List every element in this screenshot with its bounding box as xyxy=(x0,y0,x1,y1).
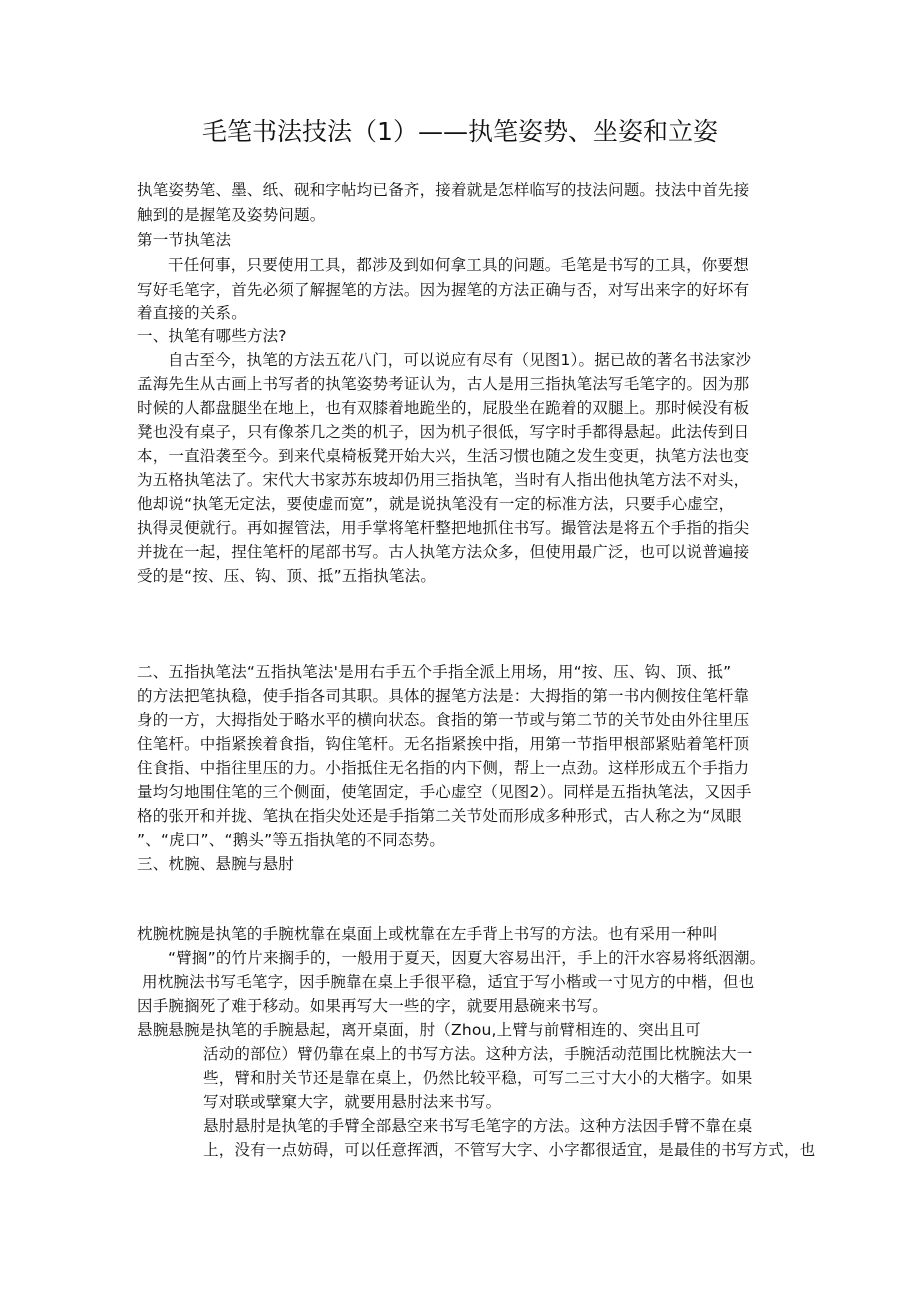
paragraph-line: 写好毛笔字，首先必须了解握笔的方法。因为握笔的方法正确与否，对写出来字的好坏有 xyxy=(137,281,750,299)
paragraph-line: 执得灵便就行。再如握管法，用手掌将笔杆整把地抓住书写。撮管法是将五个手指的指尖 xyxy=(137,519,750,537)
paragraph-line: 孟海先生从古画上书写者的执笔姿势考证认为，古人是用三指执笔法写毛笔字的。因为那 xyxy=(137,375,750,393)
paragraph-line: ”、“虎口”、“鹅头”等五指执笔的不同态势。 xyxy=(137,831,446,849)
paragraph-line: 些，臂和肘关节还是靠在桌上，仍然比较平稳，可写二三寸大小的大楷字。如果 xyxy=(203,1069,753,1087)
paragraph-line: 本，一直沿袭至今。到来代桌椅板凳开始大兴，生活习惯也随之发生变更，执笔方法也变 xyxy=(137,447,750,465)
section-heading: 二、五指执笔法“五指执笔法'是用右手五个手指全派上用场，用“按、压、钩、顶、抵” xyxy=(137,663,732,681)
paragraph-line: 的方法把笔执稳，使手指各司其职。具体的握笔方法是：大拇指的第一书内侧按住笔杆靠 xyxy=(137,687,750,705)
paragraph-line: 用枕腕法书写毛笔字，因手腕靠在桌上手很平稳，适宜于写小楷或一寸见方的中楷，但也 xyxy=(142,973,755,991)
section-heading: 第一节执笔法 xyxy=(137,231,232,249)
paragraph-line: 住食指、中指往里压的力。小指抵住无名指的内下侧，帮上一点劲。这样形成五个手指力 xyxy=(137,759,750,777)
paragraph-line: 悬腕悬腕是执笔的手腕悬起，离开桌面，肘（Zhou,上臂与前臂相连的、突出且可 xyxy=(137,1021,701,1039)
paragraph-line: 时候的人都盘腿坐在地上，也有双膝着地跪坐的，屁股坐在跪着的双腿上。那时候没有板 xyxy=(137,399,750,417)
paragraph-line: 量均匀地围住笔的三个侧面，使笔固定，手心虚空（见图2）。同样是五指执笔法，又因手 xyxy=(137,783,752,801)
section-heading: 枕腕枕腕是执笔的手腕枕靠在桌面上或枕靠在左手背上书写的方法。也有采用一种叫 xyxy=(137,925,718,943)
paragraph-line: 身的一方，大拇指处于略水平的横向状态。食指的第一节或与第二节的关节处由外往里压 xyxy=(137,711,750,729)
paragraph-line: 格的张开和并拢、笔执在指尖处还是手指第二关节处而形成多种形式，古人称之为“凤眼 xyxy=(137,807,742,825)
paragraph-line: 写对联或擘窠大字，就要用悬肘法来书写。 xyxy=(203,1093,502,1111)
paragraph-line: 着直接的关系。 xyxy=(137,304,247,322)
paragraph-line: 上，没有一点妨碍，可以任意挥洒，不管写大字、小字都很适宜，是最佳的书写方式，也 xyxy=(203,1141,816,1159)
paragraph-line: 活动的部位）臂仍靠在桌上的书写方法。这种方法，手腕活动范围比枕腕法大一 xyxy=(203,1045,753,1063)
paragraph-line: 因手腕搁死了难于移动。如果再写大一些的字，就要用悬碗来书写。 xyxy=(137,997,609,1015)
paragraph-line: 执笔姿势笔、墨、纸、砚和字帖均已备齐，接着就是怎样临写的技法问题。技法中首先接 xyxy=(137,181,750,199)
paragraph-line: 住笔杆。中指紧挨着食指，钩住笔杆。无名指紧挨中指，用第一节指甲根部紧贴着笔杆顶 xyxy=(137,735,750,753)
paragraph-line: 他却说“执笔无定法，要使虚而宽”，就是说执笔没有一定的标准方法，只要手心虚空， xyxy=(137,495,735,513)
paragraph-line: 悬肘悬肘是执笔的手臂全部悬空来书写毛笔字的方法。这种方法因手臂不靠在桌 xyxy=(203,1117,753,1135)
paragraph-line: 三、枕腕、悬腕与悬肘 xyxy=(137,855,295,873)
paragraph-line: “臂搁”的竹片来搁手的，一般用于夏天，因夏大容易出汗，手上的汗水容易将纸洇潮。 xyxy=(168,949,766,967)
paragraph-line: 并拢在一起，捏住笔杆的尾部书写。古人执笔方法众多，但使用最广泛，也可以说普遍接 xyxy=(137,543,750,561)
section-heading: 一、执笔有哪些方法? xyxy=(137,327,287,345)
paragraph-line: 触到的是握笔及姿势问题。 xyxy=(137,206,326,224)
paragraph-line: 自古至今，执笔的方法五花八门，可以说应有尽有（见图1）。据已故的著名书法家沙 xyxy=(168,351,752,369)
paragraph-line: 干任何事，只要使用工具，都涉及到如何拿工具的问题。毛笔是书写的工具，你要想 xyxy=(168,256,749,274)
paragraph-line: 为五格执笔法了。宋代大书家苏东坡却仍用三指执笔，当时有人指出他执笔方法不对头， xyxy=(137,471,750,489)
page-title: 毛笔书法技法（1）——执笔姿势、坐姿和立姿 xyxy=(202,117,718,146)
paragraph-line: 受的是“按、压、钩、顶、抵”五指执笔法。 xyxy=(137,567,437,585)
paragraph-line: 凳也没有桌子，只有像茶几之类的机子，因为机子很低，写字时手都得悬起。此法传到日 xyxy=(137,423,750,441)
